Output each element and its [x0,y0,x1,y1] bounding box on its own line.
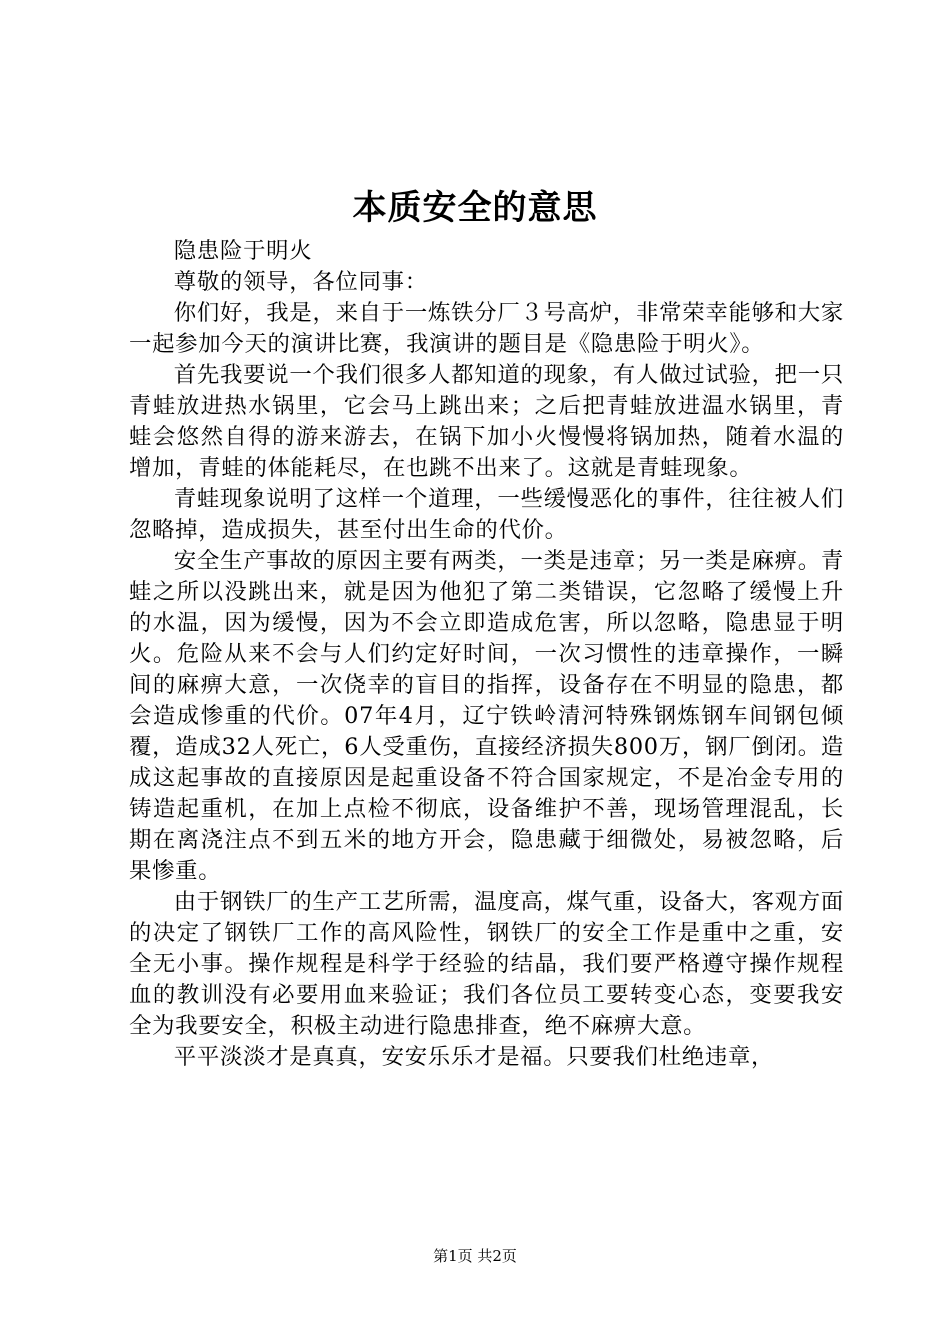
paragraph: 青蛙现象说明了这样一个道理，一些缓慢恶化的事件，往往被人们忽略掉，造成损失，甚至付出生命的代价。 [129,486,844,543]
document-title: 本质安全的意思 [352,188,598,228]
paragraph: 平平淡淡才是真真，安安乐乐才是福。只要我们杜绝违章， [173,1044,775,1070]
paragraph: 由于钢铁厂的生产工艺所需，温度高，煤气重，设备大，客观方面的决定了钢铁厂工作的高风险性，钢铁厂的安全工作是重中之重，安全无小事。操作规程是科学于经验的结晶，我们要严格遵守操作规程血的教训没有必要用血来验证；我们各位员工要转变心态，变要我安全为我要安全，积极主动进行隐患排查，绝不麻痹大意。 [129,889,844,1039]
document-body [129,236,844,1073]
paragraph: 首先我要说一个我们很多人都知道的现象，有人做过试验，把一只青蛙放进热水锅里，它会马上跳出来；之后把青蛙放进温水锅里，青蛙会悠然自得的游来游去，在锅下加小火慢慢将锅加热，随着水温的增加，青蛙的体能耗尽，在也跳不出来了。这就是青蛙现象。 [129,362,844,481]
page-footer: 第1页 共2页 [433,1247,517,1265]
paragraph-salutation: 尊敬的领导，各位同事： [173,269,428,295]
paragraph: 你们好，我是，来自于一炼铁分厂３号高炉，非常荣幸能够和大家一起参加今天的演讲比赛，我演讲的题目是《隐患险于明火》。 [129,300,844,357]
paragraph-subtitle: 隐患险于明火 [173,238,313,264]
paragraph: 安全生产事故的原因主要有两类，一类是违章；另一类是麻痹。青蛙之所以没跳出来，就是因为他犯了第二类错误，它忽略了缓慢上升的水温，因为缓慢，因为不会立即造成危害，所以忽略，隐患显于明火。危险从来不会与人们约定好时间，一次习惯性的违章操作，一瞬间的麻痹大意，一次侥幸的盲目的指挥，设备存在不明显的隐患，都会造成惨重的代价。07年4月，辽宁铁岭清河特殊钢炼钢车间钢包倾覆，造成32人死亡，6人受重伤，直接经济损失800万，钢厂倒闭。造成这起事故的直接原因是起重设备不符合国家规定，不是冶金专用的铸造起重机，在加上点检不彻底，设备维护不善，现场管理混乱，长期在离浇注点不到五米的地方开会，隐患藏于细微处，易被忽略，后果惨重。 [129,548,844,884]
